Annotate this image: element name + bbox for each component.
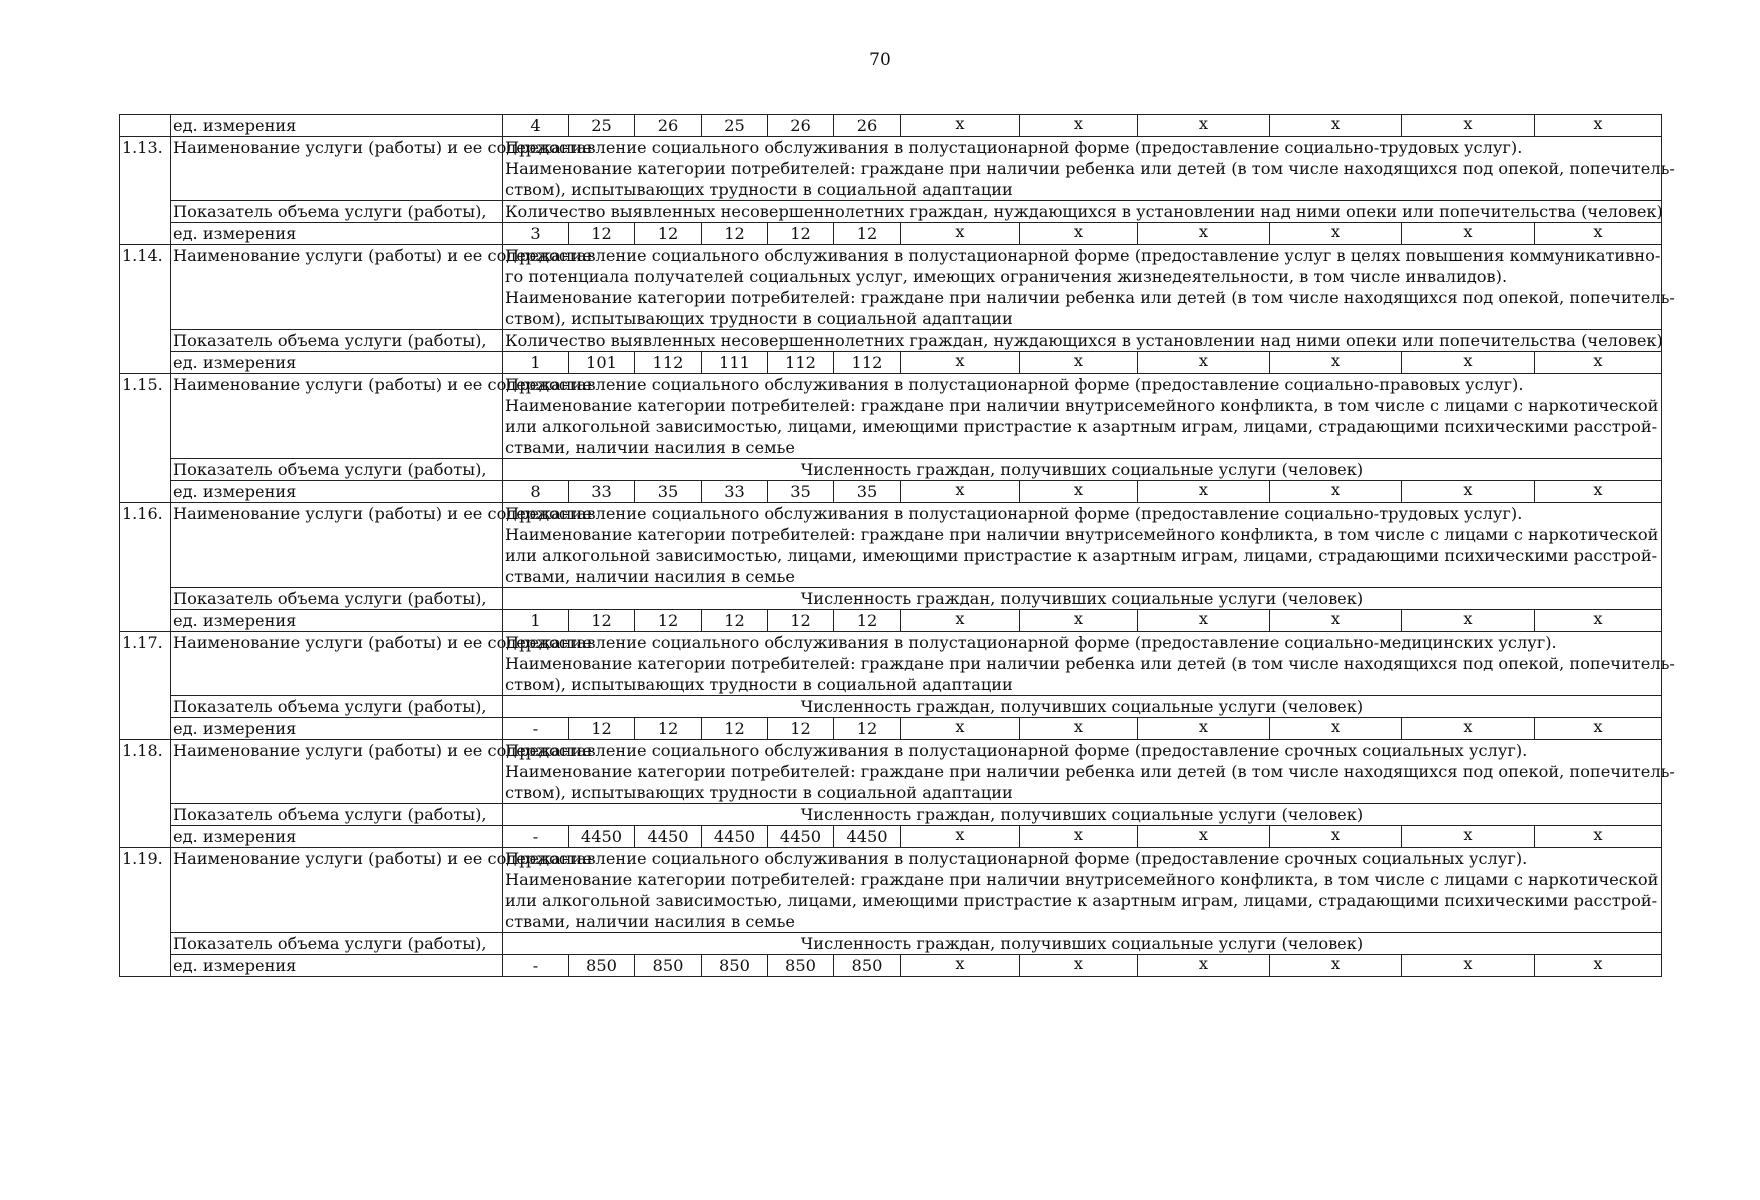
indicator-row — [120, 696, 1662, 718]
service-description-line: Наименование категории потребителей: граждане при наличии ребенка или детей (в том числе находящихся под опекой, попечитель- — [505, 654, 1675, 673]
indicator-row — [120, 330, 1662, 352]
placeholder-cell: х — [1270, 826, 1402, 848]
value-cell: 112 — [834, 352, 901, 374]
service-description-line: ствами, наличии насилия в семье — [505, 912, 796, 931]
value-row — [120, 718, 1662, 740]
service-description-line: или алкогольной зависимостью, лицами, имеющими пристрастие к азартным играм, лицами, страдающими психическими расстрой- — [505, 417, 1658, 436]
top-value-row — [120, 115, 1662, 137]
placeholder-cell: х — [901, 481, 1020, 503]
section-number: 1.14. — [120, 245, 171, 374]
indicator-text: Численность граждан, получивших социальные услуги (человек) — [503, 804, 1662, 826]
unit-label: ед. измерения — [171, 718, 503, 740]
service-name-label: Наименование услуги (работы) и ее содержание — [171, 740, 503, 804]
placeholder-cell: х — [1138, 955, 1270, 977]
indicator-label: Показатель объема услуги (работы), — [171, 804, 503, 826]
placeholder-cell: х — [1402, 826, 1535, 848]
section-row — [120, 374, 1662, 459]
placeholder-cell: х — [1535, 610, 1662, 632]
service-description-line: Наименование категории потребителей: граждане при наличии внутрисемейного конфликта, в том числе с лицами с наркотической — [505, 396, 1659, 415]
value-cell: - — [503, 955, 569, 977]
page-number: 70 — [869, 50, 891, 70]
value-cell: 850 — [768, 955, 834, 977]
value-cell: 12 — [702, 223, 768, 245]
placeholder-cell: х — [1138, 826, 1270, 848]
number-cell-empty — [120, 115, 171, 137]
services-table — [119, 114, 1675, 977]
value-cell: 12 — [635, 610, 702, 632]
placeholder-cell: х — [1535, 223, 1662, 245]
value-cell: 850 — [635, 955, 702, 977]
service-description — [503, 740, 1675, 804]
service-name-label: Наименование услуги (работы) и ее содержание — [171, 632, 503, 696]
section-number: 1.17. — [120, 632, 171, 740]
service-name-label: Наименование услуги (работы) и ее содержание — [171, 503, 503, 588]
unit-label: ед. измерения — [171, 352, 503, 374]
placeholder-cell: х — [901, 955, 1020, 977]
placeholder-cell: х — [1270, 610, 1402, 632]
value-cell: 12 — [834, 718, 901, 740]
value-cell: - — [503, 826, 569, 848]
service-description-line: ством), испытывающих трудности в социальной адаптации — [505, 783, 1013, 802]
placeholder-cell: х — [1138, 610, 1270, 632]
value-cell: 111 — [702, 352, 768, 374]
value-row — [120, 352, 1662, 374]
service-description-line: Предоставление социального обслуживания в полустационарной форме (предоставление социально-медицинских услуг). — [505, 633, 1557, 652]
unit-label: ед. измерения — [171, 610, 503, 632]
placeholder-cell: х — [1535, 481, 1662, 503]
service-description-line: ствами, наличии насилия в семье — [505, 567, 796, 586]
value-cell: 4450 — [702, 826, 768, 848]
section-number: 1.19. — [120, 848, 171, 977]
indicator-row — [120, 804, 1662, 826]
placeholder-cell: х — [1402, 955, 1535, 977]
service-description — [503, 245, 1675, 330]
indicator-text: Численность граждан, получивших социальные услуги (человек) — [503, 588, 1662, 610]
section-row — [120, 632, 1662, 696]
placeholder-cell: х — [1138, 352, 1270, 374]
placeholder-cell: х — [1402, 352, 1535, 374]
value-cell: 12 — [569, 223, 635, 245]
value-cell: - — [503, 718, 569, 740]
value-cell: 4450 — [569, 826, 635, 848]
placeholder-cell: х — [1535, 115, 1662, 137]
section-row — [120, 137, 1662, 201]
service-description — [503, 374, 1662, 459]
placeholder-cell: х — [901, 352, 1020, 374]
placeholder-cell: х — [1270, 481, 1402, 503]
indicator-row — [120, 459, 1662, 481]
service-description-line: Предоставление социального обслуживания в полустационарной форме (предоставление срочных социальных услуг). — [505, 741, 1528, 760]
placeholder-cell: х — [1402, 610, 1535, 632]
placeholder-cell: х — [1138, 481, 1270, 503]
value-cell: 12 — [635, 223, 702, 245]
value-cell: 101 — [569, 352, 635, 374]
service-description — [503, 503, 1662, 588]
placeholder-cell: х — [1535, 826, 1662, 848]
section-number: 1.13. — [120, 137, 171, 245]
placeholder-cell: х — [1138, 223, 1270, 245]
placeholder-cell: х — [1020, 352, 1138, 374]
value-cell: 12 — [834, 223, 901, 245]
value-cell: 33 — [702, 481, 768, 503]
indicator-label: Показатель объема услуги (работы), — [171, 933, 503, 955]
service-description — [503, 848, 1662, 933]
placeholder-cell: х — [1402, 115, 1535, 137]
value-cell: 12 — [768, 610, 834, 632]
unit-label: ед. измерения — [171, 223, 503, 245]
value-cell: 12 — [768, 223, 834, 245]
value-cell: 26 — [834, 115, 901, 137]
value-cell: 1 — [503, 352, 569, 374]
value-cell: 4450 — [834, 826, 901, 848]
placeholder-cell: х — [1535, 352, 1662, 374]
value-cell: 12 — [569, 718, 635, 740]
service-description-line: или алкогольной зависимостью, лицами, имеющими пристрастие к азартным играм, лицами, страдающими психическими расстрой- — [505, 891, 1658, 910]
section-number: 1.15. — [120, 374, 171, 503]
placeholder-cell: х — [1270, 115, 1402, 137]
section-row — [120, 503, 1662, 588]
service-description — [503, 137, 1675, 201]
value-row — [120, 826, 1662, 848]
indicator-text: Численность граждан, получивших социальные услуги (человек) — [503, 459, 1662, 481]
value-cell: 4450 — [768, 826, 834, 848]
placeholder-cell: х — [901, 115, 1020, 137]
service-name-label: Наименование услуги (работы) и ее содержание — [171, 848, 503, 933]
value-cell: 25 — [702, 115, 768, 137]
placeholder-cell: х — [901, 826, 1020, 848]
value-cell: 112 — [768, 352, 834, 374]
value-cell: 3 — [503, 223, 569, 245]
section-number: 1.16. — [120, 503, 171, 632]
service-description-line: ством), испытывающих трудности в социальной адаптации — [505, 180, 1013, 199]
value-cell: 850 — [834, 955, 901, 977]
indicator-label: Показатель объема услуги (работы), — [171, 201, 503, 223]
service-name-label: Наименование услуги (работы) и ее содержание — [171, 245, 503, 330]
service-description-line: го потенциала получателей социальных услуг, имеющих ограничения жизнедеятельности, в том числе инвалидов). — [505, 267, 1508, 286]
value-cell: 35 — [834, 481, 901, 503]
indicator-text: Количество выявленных несовершеннолетних граждан, нуждающихся в установлении над ними опеки или попечительства (человек) — [503, 330, 1662, 352]
value-cell: 12 — [834, 610, 901, 632]
placeholder-cell: х — [1270, 718, 1402, 740]
section-row — [120, 848, 1662, 933]
indicator-text: Численность граждан, получивших социальные услуги (человек) — [503, 696, 1662, 718]
section-row — [120, 245, 1662, 330]
placeholder-cell: х — [1020, 610, 1138, 632]
value-cell: 1 — [503, 610, 569, 632]
value-row — [120, 955, 1662, 977]
placeholder-cell: х — [1020, 115, 1138, 137]
value-cell: 33 — [569, 481, 635, 503]
placeholder-cell: х — [901, 610, 1020, 632]
unit-label: ед. измерения — [171, 955, 503, 977]
service-description — [503, 632, 1675, 696]
placeholder-cell: х — [1020, 718, 1138, 740]
placeholder-cell: х — [1138, 718, 1270, 740]
indicator-label: Показатель объема услуги (работы), — [171, 696, 503, 718]
value-cell: 850 — [702, 955, 768, 977]
service-description-line: Наименование категории потребителей: граждане при наличии внутрисемейного конфликта, в том числе с лицами с наркотической — [505, 870, 1659, 889]
placeholder-cell: х — [1402, 223, 1535, 245]
value-cell: 12 — [768, 718, 834, 740]
value-cell: 8 — [503, 481, 569, 503]
value-cell: 26 — [768, 115, 834, 137]
value-row — [120, 610, 1662, 632]
placeholder-cell: х — [1270, 352, 1402, 374]
service-description-line: Предоставление социального обслуживания в полустационарной форме (предоставление социально-трудовых услуг). — [505, 138, 1523, 157]
value-cell: 4 — [503, 115, 569, 137]
placeholder-cell: х — [1402, 718, 1535, 740]
indicator-text: Количество выявленных несовершеннолетних граждан, нуждающихся в установлении над ними опеки или попечительства (человек) — [503, 201, 1662, 223]
value-cell: 112 — [635, 352, 702, 374]
section-row — [120, 740, 1662, 804]
unit-label: ед. измерения — [171, 481, 503, 503]
indicator-label: Показатель объема услуги (работы), — [171, 330, 503, 352]
placeholder-cell: х — [901, 223, 1020, 245]
placeholder-cell: х — [1020, 955, 1138, 977]
indicator-row — [120, 201, 1662, 223]
value-cell: 4450 — [635, 826, 702, 848]
service-name-label: Наименование услуги (работы) и ее содержание — [171, 137, 503, 201]
value-cell: 26 — [635, 115, 702, 137]
value-cell: 12 — [635, 718, 702, 740]
service-description-line: Наименование категории потребителей: граждане при наличии ребенка или детей (в том числе находящихся под опекой, попечитель- — [505, 159, 1675, 178]
service-description-line: ством), испытывающих трудности в социальной адаптации — [505, 309, 1013, 328]
service-description-line: ством), испытывающих трудности в социальной адаптации — [505, 675, 1013, 694]
service-description-line: ствами, наличии насилия в семье — [505, 438, 796, 457]
indicator-label: Показатель объема услуги (работы), — [171, 459, 503, 481]
value-cell: 35 — [768, 481, 834, 503]
placeholder-cell: х — [1535, 955, 1662, 977]
value-row — [120, 481, 1662, 503]
placeholder-cell: х — [1402, 481, 1535, 503]
placeholder-cell: х — [1020, 481, 1138, 503]
placeholder-cell: х — [1138, 115, 1270, 137]
service-description-line: Наименование категории потребителей: граждане при наличии внутрисемейного конфликта, в том числе с лицами с наркотической — [505, 525, 1659, 544]
unit-label: ед. измерения — [171, 115, 503, 137]
section-number: 1.18. — [120, 740, 171, 848]
indicator-text: Численность граждан, получивших социальные услуги (человек) — [503, 933, 1662, 955]
value-cell: 12 — [702, 718, 768, 740]
service-description-line: Предоставление социального обслуживания в полустационарной форме (предоставление срочных социальных услуг). — [505, 849, 1528, 868]
value-cell: 12 — [702, 610, 768, 632]
placeholder-cell: х — [1270, 223, 1402, 245]
service-description-line: Наименование категории потребителей: граждане при наличии ребенка или детей (в том числе находящихся под опекой, попечитель- — [505, 288, 1675, 307]
table-body — [120, 114, 1675, 977]
placeholder-cell: х — [1270, 955, 1402, 977]
placeholder-cell: х — [1020, 223, 1138, 245]
placeholder-cell: х — [1020, 826, 1138, 848]
placeholder-cell: х — [1535, 718, 1662, 740]
service-description-line: Наименование категории потребителей: граждане при наличии ребенка или детей (в том числе находящихся под опекой, попечитель- — [505, 762, 1675, 781]
value-cell: 25 — [569, 115, 635, 137]
value-cell: 35 — [635, 481, 702, 503]
service-name-label: Наименование услуги (работы) и ее содержание — [171, 374, 503, 459]
placeholder-cell: х — [901, 718, 1020, 740]
value-cell: 12 — [569, 610, 635, 632]
service-description-line: Предоставление социального обслуживания в полустационарной форме (предоставление социально-правовых услуг). — [505, 375, 1524, 394]
indicator-row — [120, 588, 1662, 610]
value-row — [120, 223, 1662, 245]
service-description-line: или алкогольной зависимостью, лицами, имеющими пристрастие к азартным играм, лицами, страдающими психическими расстрой- — [505, 546, 1658, 565]
indicator-label: Показатель объема услуги (работы), — [171, 588, 503, 610]
service-description-line: Предоставление социального обслуживания в полустационарной форме (предоставление социально-трудовых услуг). — [505, 504, 1523, 523]
unit-label: ед. измерения — [171, 826, 503, 848]
value-cell: 850 — [569, 955, 635, 977]
service-description-line: Предоставление социального обслуживания в полустационарной форме (предоставление услуг в целях повышения коммуникативно- — [505, 246, 1661, 265]
indicator-row — [120, 933, 1662, 955]
